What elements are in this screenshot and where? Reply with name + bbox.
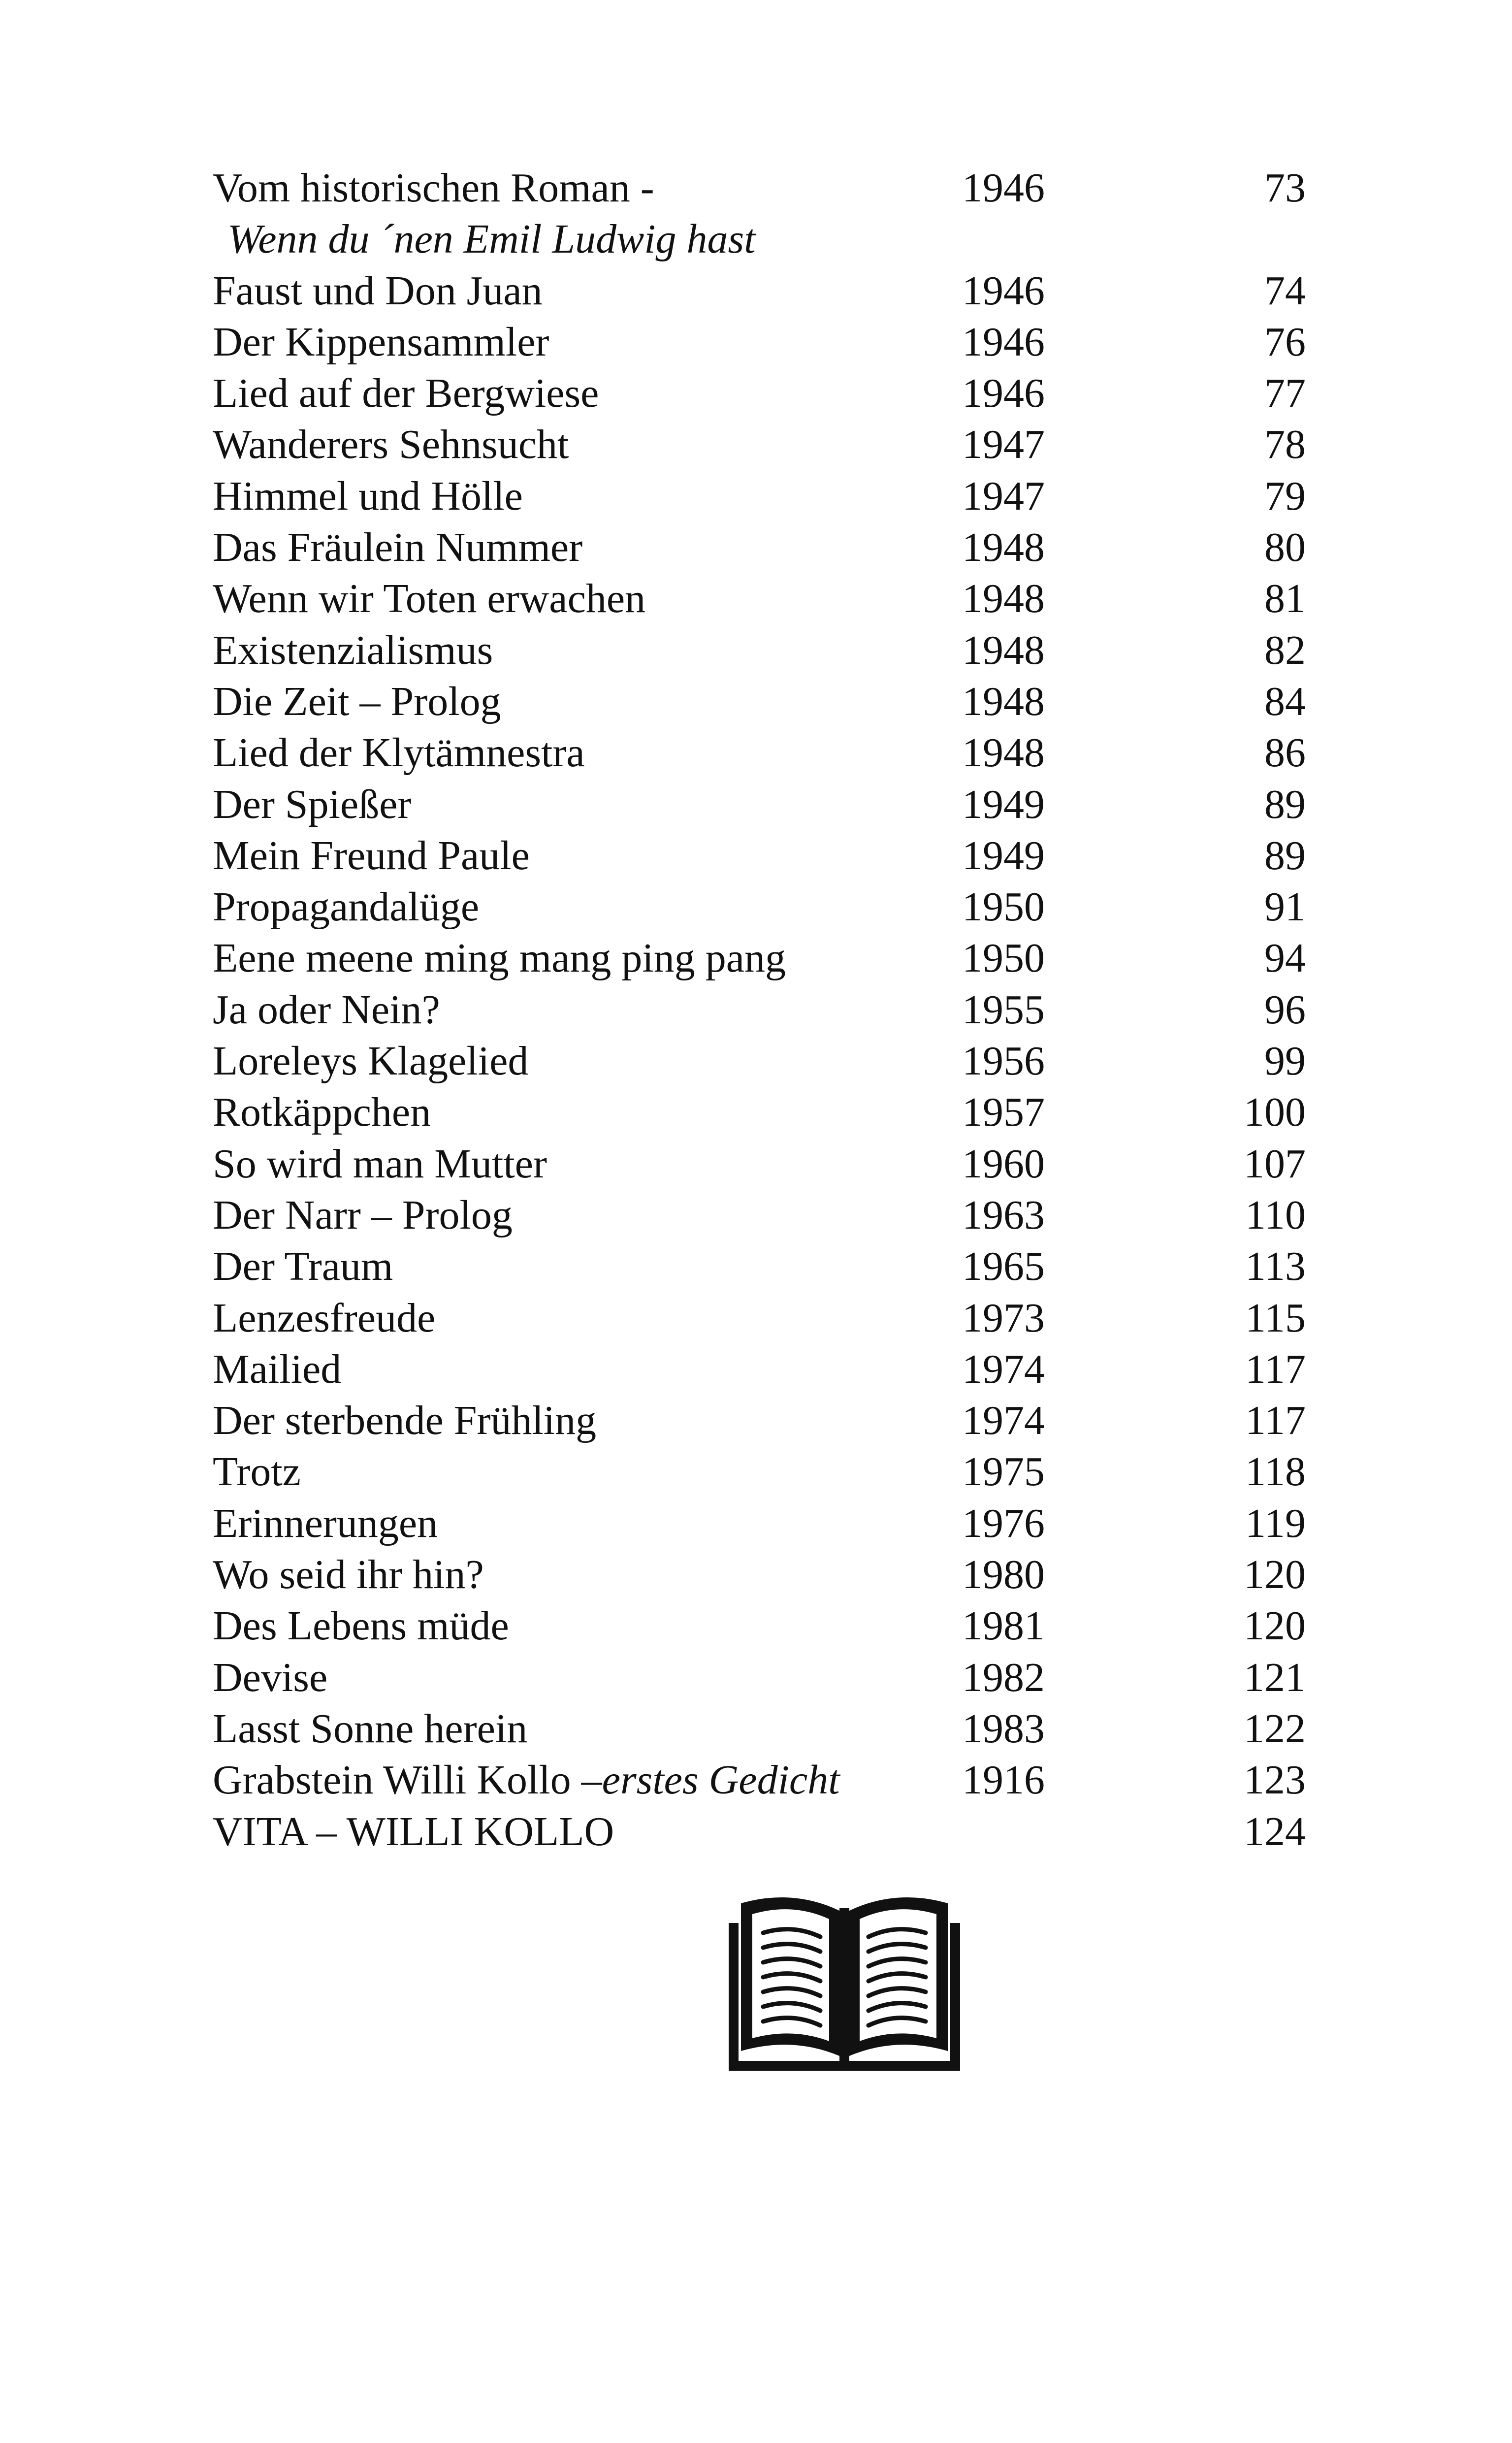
toc-row	[213, 933, 1345, 984]
toc-title-text: Grabstein Willi Kollo –	[213, 1757, 602, 1803]
toc-title	[213, 1036, 528, 1087]
toc-title-text: Faust und Don Juan	[213, 267, 543, 314]
toc-title	[213, 573, 645, 624]
toc-row	[213, 368, 1345, 419]
toc-title-text: Lasst Sonne herein	[213, 1705, 528, 1752]
toc-title	[213, 1652, 327, 1703]
toc-page-number: 117	[1245, 1398, 1306, 1444]
toc-page-number: 117	[1245, 1346, 1306, 1392]
toc-year: 1947	[962, 473, 1045, 519]
toc-year: 1963	[962, 1192, 1045, 1238]
toc-page-number: 123	[1244, 1757, 1306, 1803]
toc-row	[213, 727, 1345, 779]
toc-page-number: 82	[1264, 627, 1306, 673]
toc-title-text: Himmel und Hölle	[213, 473, 523, 519]
toc-title-text: Der Kippensammler	[213, 319, 549, 365]
toc-title-text: So wird man Mutter	[213, 1140, 547, 1187]
toc-title-text: Wanderers Sehnsucht	[213, 422, 569, 468]
toc-title-text: Des Lebens müde	[213, 1603, 509, 1649]
toc-title	[213, 1395, 596, 1446]
toc-title	[213, 265, 543, 317]
toc-title-text: Loreleys Klagelied	[213, 1038, 529, 1084]
toc-subtitle: Wenn du ´nen Emil Ludwig hast	[227, 216, 756, 262]
toc-row	[213, 522, 1345, 573]
toc-title-text: Der Spießer	[213, 781, 412, 827]
toc-year: 1948	[962, 678, 1045, 724]
toc-page-number: 119	[1245, 1500, 1306, 1546]
table-of-contents	[213, 163, 1345, 1857]
toc-title-text: Das Fräulein Nummer	[213, 524, 583, 571]
toc-page-number: 94	[1264, 935, 1306, 981]
toc-row	[213, 163, 1345, 214]
toc-year: 1948	[962, 627, 1045, 673]
toc-title	[213, 881, 479, 933]
toc-page-number: 115	[1245, 1295, 1306, 1341]
toc-year: 1948	[962, 576, 1045, 622]
toc-page-number: 120	[1244, 1603, 1306, 1649]
toc-title-text: Existenzialismus	[213, 627, 493, 673]
toc-title	[213, 1293, 435, 1344]
toc-page-number: 118	[1245, 1449, 1306, 1495]
toc-title-text: Eene meene ming mang ping pang	[213, 935, 786, 981]
toc-year: 1946	[962, 165, 1045, 211]
toc-page-number: 81	[1264, 576, 1306, 622]
toc-title-text: Lied auf der Bergwiese	[213, 370, 599, 417]
toc-row	[213, 1498, 1345, 1549]
toc-title-text: Die Zeit – Prolog	[213, 678, 501, 724]
toc-title	[213, 471, 523, 522]
toc-page-number: 113	[1245, 1243, 1306, 1290]
toc-year: 1947	[962, 422, 1045, 468]
toc-title	[213, 830, 530, 881]
toc-page-number: 79	[1264, 473, 1306, 519]
toc-page-number: 89	[1264, 781, 1306, 827]
toc-year: 1960	[962, 1140, 1045, 1187]
toc-title	[213, 1755, 840, 1806]
toc-title	[213, 1806, 614, 1857]
toc-title-italic: erstes Gedicht	[602, 1757, 840, 1803]
toc-row	[213, 1293, 1345, 1344]
toc-page-number: 100	[1244, 1089, 1306, 1136]
toc-title	[213, 368, 599, 419]
toc-row	[213, 1190, 1345, 1241]
toc-title-text: Lied der Klytämnestra	[213, 730, 585, 776]
toc-page-number: 96	[1264, 986, 1306, 1033]
toc-row	[213, 1241, 1345, 1292]
toc-title	[213, 1600, 509, 1652]
toc-row	[213, 984, 1345, 1036]
toc-title	[213, 1498, 438, 1549]
toc-year: 1980	[962, 1552, 1045, 1598]
toc-row	[213, 214, 1345, 265]
toc-row	[213, 471, 1345, 522]
toc-row	[213, 779, 1345, 830]
toc-title	[213, 1087, 431, 1138]
toc-title	[213, 419, 569, 470]
toc-year: 1950	[962, 884, 1045, 930]
toc-page-number: 91	[1264, 884, 1306, 930]
toc-title-text: Mailied	[213, 1346, 342, 1392]
toc-year: 1982	[962, 1654, 1045, 1700]
toc-row	[213, 1344, 1345, 1395]
toc-year: 1946	[962, 370, 1045, 417]
toc-title	[213, 1446, 301, 1498]
toc-page-number: 84	[1264, 678, 1306, 724]
toc-title	[213, 522, 582, 573]
toc-row	[213, 1036, 1345, 1087]
toc-title-text: Vom historischen Roman -	[213, 165, 654, 211]
toc-title	[213, 727, 585, 779]
toc-page-number: 78	[1264, 422, 1306, 468]
toc-year: 1965	[962, 1243, 1045, 1290]
toc-year: 1976	[962, 1500, 1045, 1546]
toc-row	[213, 676, 1345, 727]
toc-row	[213, 1703, 1345, 1755]
toc-title-text: Wenn wir Toten erwachen	[213, 576, 646, 622]
toc-title	[213, 1190, 513, 1241]
toc-row	[213, 1652, 1345, 1703]
toc-year: 1949	[962, 781, 1045, 827]
toc-year: 1949	[962, 832, 1045, 879]
toc-page-number: 99	[1264, 1038, 1306, 1084]
toc-page-number: 122	[1244, 1705, 1306, 1752]
toc-title	[213, 933, 786, 984]
toc-row	[213, 1806, 1345, 1857]
toc-year: 1975	[962, 1449, 1045, 1495]
toc-row	[213, 1549, 1345, 1600]
toc-page-number: 107	[1244, 1140, 1306, 1187]
toc-row	[213, 265, 1345, 317]
toc-row	[213, 1087, 1345, 1138]
toc-year: 1974	[962, 1346, 1045, 1392]
toc-title	[213, 163, 654, 214]
toc-page-number: 124	[1244, 1808, 1306, 1855]
toc-title	[213, 317, 549, 368]
toc-row	[213, 625, 1345, 676]
toc-page-number: 86	[1264, 730, 1306, 776]
toc-page-number: 89	[1264, 832, 1306, 879]
toc-title-text: Lenzesfreude	[213, 1295, 436, 1341]
toc-page-number: 76	[1264, 319, 1306, 365]
toc-title-text: VITA – WILLI KOLLO	[213, 1808, 614, 1855]
toc-year: 1983	[962, 1705, 1045, 1752]
toc-title-text: Rotkäppchen	[213, 1089, 431, 1136]
toc-title	[213, 984, 440, 1036]
toc-title	[213, 1549, 484, 1600]
toc-year: 1916	[962, 1757, 1045, 1803]
toc-year: 1946	[962, 267, 1045, 314]
toc-title	[213, 779, 412, 830]
toc-year: 1956	[962, 1038, 1045, 1084]
toc-year: 1955	[962, 986, 1045, 1033]
toc-row	[213, 573, 1345, 624]
toc-page-number: 80	[1264, 524, 1306, 571]
toc-row	[213, 1755, 1345, 1806]
toc-row	[213, 1395, 1345, 1446]
toc-page-number: 120	[1244, 1552, 1306, 1598]
toc-title-text: Der Narr – Prolog	[213, 1192, 513, 1238]
toc-year: 1950	[962, 935, 1045, 981]
toc-year: 1957	[962, 1089, 1045, 1136]
toc-title-text: Mein Freund Paule	[213, 832, 530, 879]
toc-row	[213, 830, 1345, 881]
toc-title-text: Propagandalüge	[213, 884, 480, 930]
toc-year: 1973	[962, 1295, 1045, 1341]
toc-year: 1946	[962, 319, 1045, 365]
toc-year: 1948	[962, 524, 1045, 571]
toc-year: 1948	[962, 730, 1045, 776]
toc-row	[213, 881, 1345, 933]
toc-page-number: 121	[1244, 1654, 1306, 1700]
toc-title	[213, 1344, 341, 1395]
toc-title-text: Trotz	[213, 1449, 301, 1495]
toc-page-number: 74	[1264, 267, 1306, 314]
toc-page-number: 110	[1245, 1192, 1306, 1238]
toc-title	[213, 1703, 527, 1755]
toc-year: 1981	[962, 1603, 1045, 1649]
toc-year: 1974	[962, 1398, 1045, 1444]
toc-title	[213, 1241, 393, 1292]
toc-title-text: Der sterbende Frühling	[213, 1398, 597, 1444]
toc-title-text: Devise	[213, 1654, 328, 1700]
toc-row	[213, 1446, 1345, 1498]
toc-title	[213, 625, 493, 676]
toc-title	[213, 1139, 547, 1190]
toc-title-text: Der Traum	[213, 1243, 393, 1290]
toc-page-number: 77	[1264, 370, 1306, 417]
toc-row	[213, 1139, 1345, 1190]
open-book-icon	[724, 1893, 965, 2076]
toc-title-text: Erinnerungen	[213, 1500, 438, 1546]
toc-title	[213, 676, 501, 727]
toc-row	[213, 317, 1345, 368]
toc-title-text: Ja oder Nein?	[213, 986, 440, 1033]
toc-row	[213, 419, 1345, 470]
toc-title-text: Wo seid ihr hin?	[213, 1552, 484, 1598]
toc-row	[213, 1600, 1345, 1652]
toc-page-number: 73	[1264, 165, 1306, 211]
